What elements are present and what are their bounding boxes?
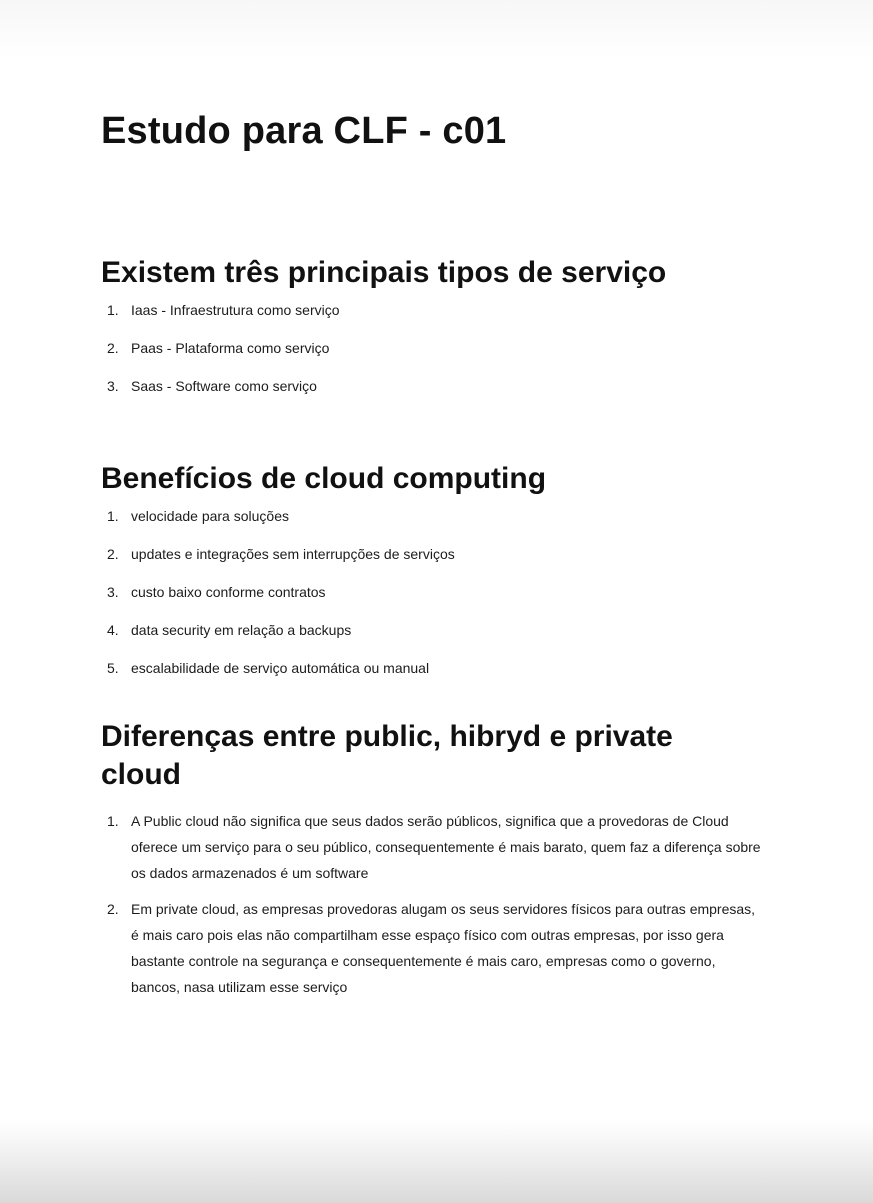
list-number: 1.: [107, 813, 119, 829]
document-content: [101, 108, 761, 1010]
list-number: 1.: [107, 302, 119, 318]
section-cloud-benefits: [101, 460, 761, 678]
list-number: 2.: [107, 340, 119, 356]
list-text: data security em relação a backups: [131, 622, 352, 638]
section-heading: Benefícios de cloud computing: [101, 462, 547, 495]
list-text: velocidade para soluções: [131, 508, 289, 524]
list-text: custo baixo conforme contratos: [131, 584, 326, 600]
list-text: Paas - Plataforma como serviço: [131, 340, 330, 356]
section-heading: Diferenças entre public, hibryd e private cloud: [101, 720, 673, 791]
list-number: 3.: [107, 584, 119, 600]
list-text: Em private cloud, as empresas provedoras alugam os seus servidores físicos para outras empresas, é mais caro pois elas não compartilham esse espaço físico com outras empresas, por isso gera bastante controle na segurança e consequentemente é mais caro, empresas como o governo, bancos, nasa utilizam esse serviço: [131, 901, 756, 995]
list-item: [101, 300, 761, 320]
list-item: [101, 808, 761, 886]
page-title: Estudo para CLF - c01: [101, 110, 507, 152]
numbered-list: [101, 808, 761, 1000]
list-text: A Public cloud não significa que seus dados serão públicos, significa que a provedoras de Cloud oferece um serviço para o seu público, consequentemente é mais barato, quem faz a diferença sobre os dados armazenados é um software: [131, 813, 761, 881]
list-text: escalabilidade de serviço automática ou manual: [131, 660, 430, 676]
numbered-list: [101, 300, 761, 396]
list-item: [101, 582, 761, 602]
list-text: Iaas - Infraestrutura como serviço: [131, 302, 340, 318]
list-number: 2.: [107, 546, 119, 562]
list-number: 1.: [107, 508, 119, 524]
list-number: 3.: [107, 378, 119, 394]
list-item: [101, 658, 761, 678]
list-item: [101, 506, 761, 526]
list-number: 2.: [107, 901, 119, 917]
section-cloud-differences: [101, 718, 761, 1000]
section-heading: Existem três principais tipos de serviço: [101, 256, 667, 289]
list-text: updates e integrações sem interrupções de serviços: [131, 546, 455, 562]
list-text: Saas - Software como serviço: [131, 378, 317, 394]
list-item: [101, 544, 761, 564]
section-service-types: [101, 254, 761, 396]
list-number: 5.: [107, 660, 119, 676]
list-item: [101, 896, 761, 1000]
list-item: [101, 338, 761, 358]
list-item: [101, 376, 761, 396]
list-item: [101, 620, 761, 640]
list-number: 4.: [107, 622, 119, 638]
numbered-list: [101, 506, 761, 678]
